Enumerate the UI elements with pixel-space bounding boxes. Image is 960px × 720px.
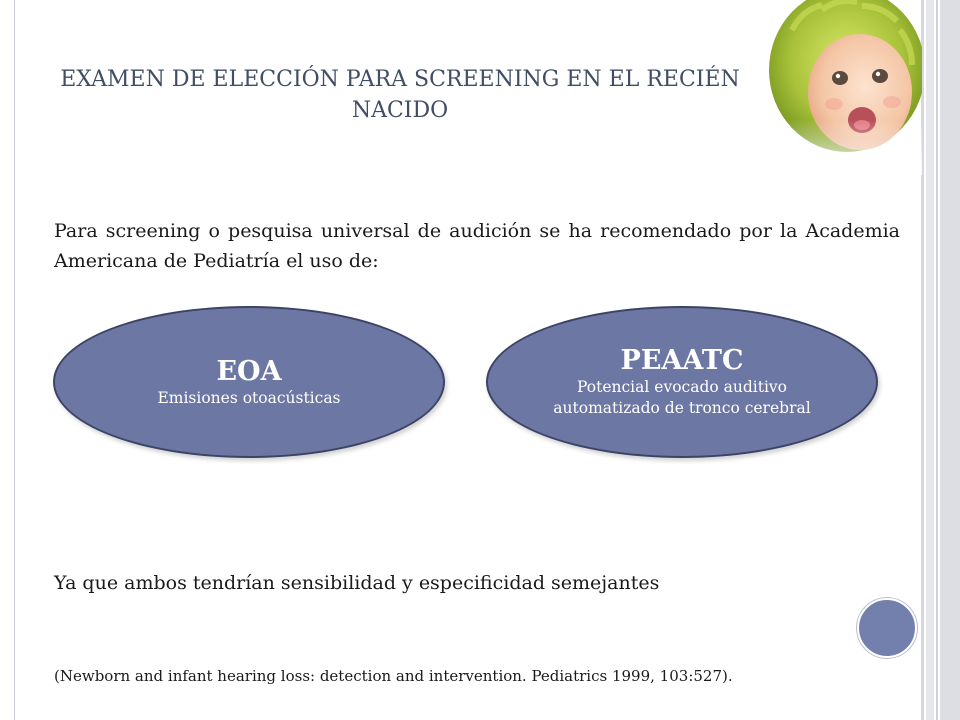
citation-text: (Newborn and infant hearing loss: detection and intervention. Pediatrics 1999, 103:527). — [54, 667, 733, 685]
right-decorative-band — [936, 0, 938, 720]
baby-photo — [752, 0, 922, 175]
decorative-circle — [857, 598, 917, 658]
eoa-abbreviation: EOA — [216, 355, 282, 387]
slide-title: EXAMEN DE ELECCIÓN PARA SCREENING EN EL RECIÉN NACIDO — [60, 67, 740, 123]
conclusion-text: Ya que ambos tendrían sensibilidad y especificidad semejantes — [54, 572, 660, 594]
right-decorative-band — [940, 0, 960, 720]
eoa-description: Emisiones otoacústicas — [157, 388, 341, 407]
right-decorative-band — [926, 0, 934, 720]
peaatc-description: Potencial evocado auditivo automatizado de tronco cerebral — [553, 378, 811, 417]
intro-paragraph: Para screening o pesquisa universal de audición se ha recomendado por la Academia Americana de Pediatría el uso de: — [54, 220, 900, 272]
peaatc-oval — [486, 306, 878, 458]
eoa-oval — [53, 306, 445, 458]
left-border-line — [14, 0, 15, 720]
peaatc-abbreviation: PEAATC — [620, 345, 744, 376]
